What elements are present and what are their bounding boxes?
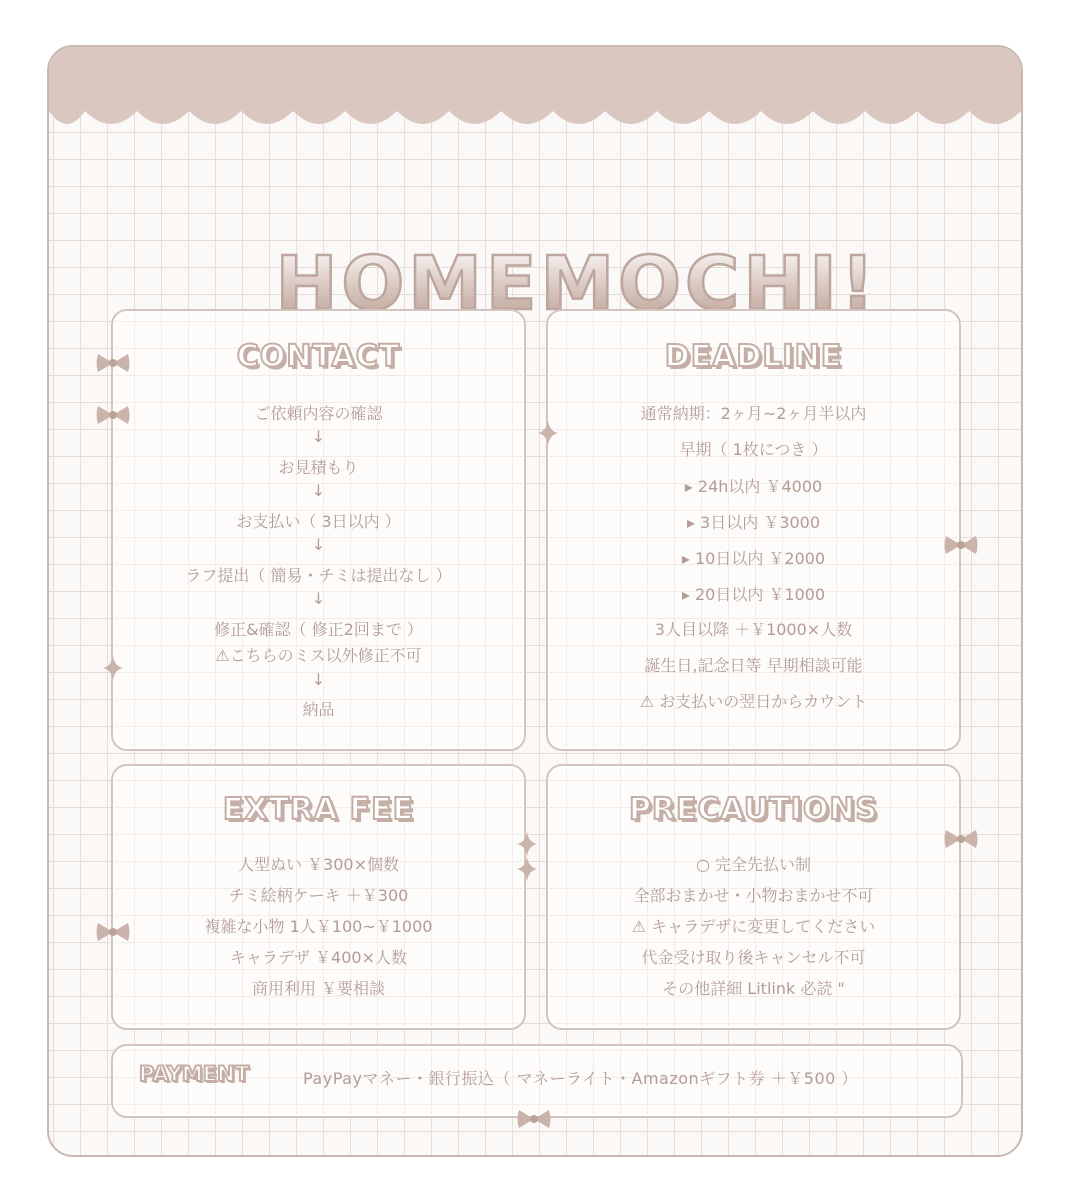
contact-line: ↓ <box>311 427 326 446</box>
precautions-line: 全部おまかせ・小物おまかせ不可 <box>633 886 874 905</box>
extra-fee-line: キャラデザ ￥400×人数 <box>229 948 408 967</box>
deadline-line: ▸ 3日以内 ￥3000 <box>686 513 821 532</box>
contact-line: ご依頼内容の確認 <box>254 404 383 423</box>
deadline-line: 早期（ 1枚につき ） <box>679 440 828 459</box>
contact-line: 納品 <box>302 700 335 719</box>
deadline-panel <box>546 309 961 751</box>
sparkle-icon <box>517 831 537 857</box>
deadline-line: ▸ 24h以内 ￥4000 <box>684 477 823 496</box>
contact-line: ラフ提出（ 簡易・チミは提出なし ） <box>185 566 452 585</box>
deadline-heading: DEADLINE <box>664 339 843 374</box>
deadline-line: 3人目以降 ＋￥1000×人数 <box>654 620 853 639</box>
contact-line: ↓ <box>311 481 326 500</box>
sparkle-icon <box>517 856 537 882</box>
scallop-header-band <box>49 47 1021 147</box>
deadline-line: ▸ 20日以内 ￥1000 <box>681 585 826 604</box>
payment-panel <box>111 1044 963 1118</box>
precautions-line: ⚠ キャラデザに変更してください <box>631 917 876 936</box>
precautions-line: ○ 完全先払い制 <box>695 855 812 874</box>
precautions-line: その他詳細 Litlink 必読 " <box>662 979 845 998</box>
deadline-line: 誕生日,記念日等 早期相談可能 <box>644 656 863 675</box>
extra-fee-line: チミ絵柄ケーキ ＋￥300 <box>228 886 409 905</box>
sparkle-icon <box>538 420 558 446</box>
contact-line: ↓ <box>311 589 326 608</box>
contact-line: 修正&確認（ 修正2回まで ） <box>214 620 423 639</box>
extra-fee-line: 人型ぬい ￥300×個数 <box>237 855 400 874</box>
contact-line: ↓ <box>311 535 326 554</box>
bow-icon <box>95 921 131 943</box>
payment-heading: PAYMENT <box>139 1062 250 1086</box>
contact-panel <box>111 309 526 751</box>
bow-icon <box>943 828 979 850</box>
contact-heading: CONTACT <box>236 339 401 374</box>
precautions-panel <box>546 764 961 1030</box>
contact-line: お見積もり <box>278 458 359 477</box>
extra-fee-line: 複雑な小物 1人￥100~￥1000 <box>204 917 433 936</box>
precautions-line: 代金受け取り後キャンセル不可 <box>641 948 866 967</box>
contact-line: お支払い（ 3日以内 ） <box>236 512 401 531</box>
payment-methods-text: PayPayマネー・銀行振込（ マネーライト・Amazonギフト券 ＋￥500 ） <box>303 1069 858 1088</box>
precautions-heading: PRECAUTIONS <box>628 792 879 827</box>
sparkle-icon <box>103 655 123 681</box>
deadline-line: 通常納期：2ヶ月~2ヶ月半以内 <box>640 404 867 423</box>
deadline-line: ⚠ お支払いの翌日からカウント <box>639 692 868 711</box>
extra-fee-heading: EXTRA FEE <box>222 792 415 827</box>
logo-text: HOMEMOCHI! <box>275 241 879 327</box>
bow-icon <box>95 352 131 374</box>
contact-line: ↓ <box>311 670 326 689</box>
extra-fee-panel <box>111 764 526 1030</box>
bow-icon <box>516 1108 552 1130</box>
bow-icon <box>95 404 131 426</box>
extra-fee-line: 商用利用 ￥要相談 <box>251 979 386 998</box>
bow-icon <box>943 534 979 556</box>
deadline-line: ▸ 10日以内 ￥2000 <box>681 549 826 568</box>
contact-line: ⚠こちらのミス以外修正不可 <box>215 646 422 665</box>
price-sheet-card <box>47 45 1023 1157</box>
